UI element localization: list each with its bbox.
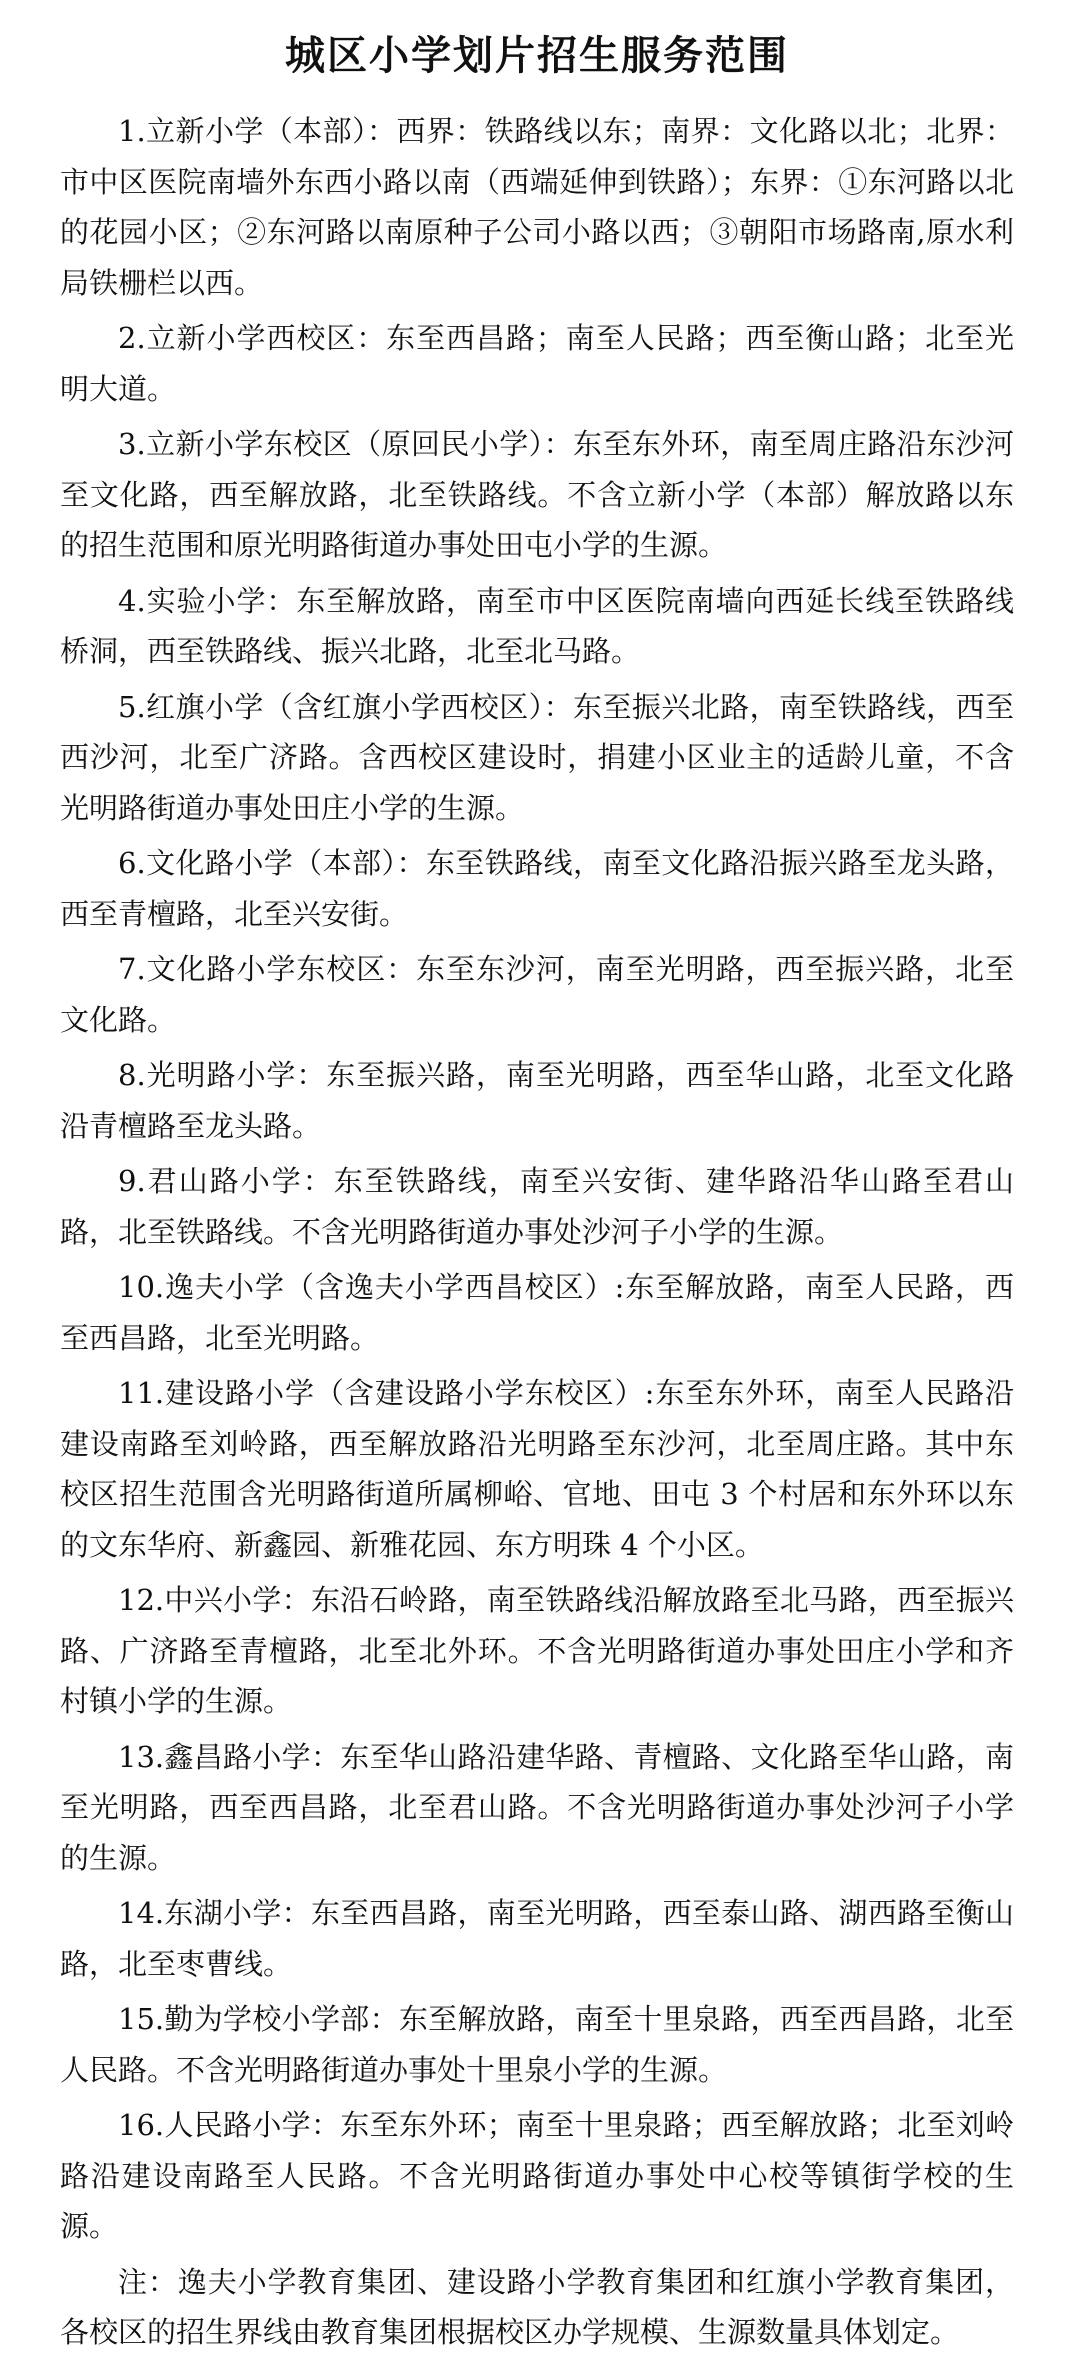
school-item-3: 3.立新小学东校区（原回民小学）：东至东外环，南至周庄路沿东沙河至文化路，西至解放路，北至铁路线。不含立新小学（本部）解放路以东的招生范围和原光明路街道办事处田屯小学的生源。 bbox=[60, 427, 1014, 562]
school-item-14: 14.东湖小学：东至西昌路，南至光明路，西至泰山路、湖西路至衡山路，北至枣曹线。 bbox=[60, 1896, 1014, 1981]
school-item-6: 6.文化路小学（本部）：东至铁路线，南至文化路沿振兴路至龙头路，西至青檀路，北至兴安街。 bbox=[60, 846, 1014, 931]
school-item-8: 8.光明路小学：东至振兴路，南至光明路，西至华山路，北至文化路沿青檀路至龙头路。 bbox=[60, 1058, 1014, 1143]
school-item-5: 5.红旗小学（含红旗小学西校区）：东至振兴北路，南至铁路线，西至西沙河，北至广济路。含西校区建设时，捐建小区业主的适龄儿童，不含光明路街道办事处田庄小学的生源。 bbox=[60, 689, 1014, 825]
school-item-4: 4.实验小学：东至解放路，南至市中区医院南墙向西延长线至铁路线桥洞，西至铁路线、振兴北路，北至北马路。 bbox=[60, 583, 1014, 668]
school-item-15: 15.勤为学校小学部：东至解放路，南至十里泉路，西至西昌路，北至人民路。不含光明路街道办事处十里泉小学的生源。 bbox=[60, 2002, 1014, 2087]
school-item-9: 9.君山路小学：东至铁路线，南至兴安街、建华路沿华山路至君山路，北至铁路线。不含光明路街道办事处沙河子小学的生源。 bbox=[60, 1164, 1014, 1249]
school-item-7: 7.文化路小学东校区：东至东沙河，南至光明路，西至振兴路，北至文化路。 bbox=[60, 952, 1014, 1037]
school-item-16: 16.人民路小学：东至东外环；南至十里泉路；西至解放路；北至刘岭路沿建设南路至人民路。不含光明路街道办事处中心校等镇街学校的生源。 bbox=[60, 2108, 1014, 2243]
school-item-12: 12.中兴小学：东沿石岭路，南至铁路线沿解放路至北马路，西至振兴路、广济路至青檀路，北至北外环。不含光明路街道办事处田庄小学和齐村镇小学的生源。 bbox=[60, 1583, 1014, 1718]
school-item-10: 10.逸夫小学（含逸夫小学西昌校区）:东至解放路，南至人民路，西至西昌路，北至光明路。 bbox=[60, 1270, 1014, 1355]
school-item-1: 1.立新小学（本部）：西界：铁路线以东；南界：文化路以北；北界：市中区医院南墙外东西小路以南（西端延伸到铁路）；东界：①东河路以北的花园小区；②东河路以南原种子公司小路以西；③朝阳市场路南,原水利局铁栅栏以西。 bbox=[60, 114, 1014, 300]
footnote: 注：逸夫小学教育集团、建设路小学教育集团和红旗小学教育集团，各校区的招生界线由教育集团根据校区办学规模、生源数量具体划定。 bbox=[60, 2264, 1014, 2349]
school-item-11: 11.建设路小学（含建设路小学东校区）:东至东外环，南至人民路沿建设南路至刘岭路，西至解放路沿光明路至东沙河，北至周庄路。其中东校区招生范围含光明路街道所属柳峪、官地、田屯 3 个村居和东外环以东的文东华府、新鑫园、新雅花园、东方明珠 4 个小区。 bbox=[60, 1376, 1014, 1562]
school-item-2: 2.立新小学西校区：东至西昌路；南至人民路；西至衡山路；北至光明大道。 bbox=[60, 321, 1014, 406]
school-item-13: 13.鑫昌路小学：东至华山路沿建华路、青檀路、文化路至华山路，南至光明路，西至西昌路，北至君山路。不含光明路街道办事处沙河子小学的生源。 bbox=[60, 1739, 1014, 1875]
document-title: 城区小学划片招生服务范围 bbox=[285, 33, 789, 79]
